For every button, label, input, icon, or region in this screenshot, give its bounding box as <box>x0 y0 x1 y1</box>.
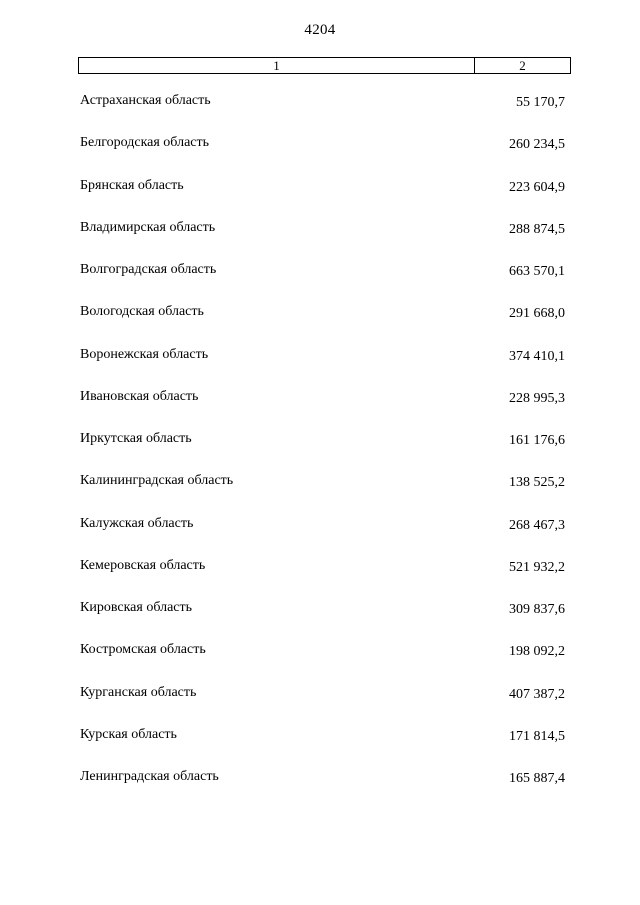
region-value: 663 570,1 <box>509 264 565 279</box>
table-row <box>0 387 640 429</box>
region-name: Кировская область <box>80 600 193 615</box>
table-row <box>0 514 640 556</box>
table-row <box>0 260 640 302</box>
table-row <box>0 471 640 513</box>
table-row <box>0 91 640 133</box>
region-value: 55 170,7 <box>516 95 565 110</box>
region-name: Астраханская область <box>80 93 211 108</box>
region-name: Курганская область <box>80 684 197 700</box>
region-value: 407 387,2 <box>509 686 565 702</box>
table-row <box>0 640 640 682</box>
table-row <box>0 302 640 344</box>
region-value: 165 887,4 <box>509 771 565 786</box>
table-body <box>0 91 640 809</box>
region-name: Владимирская область <box>80 219 216 235</box>
region-value: 161 176,6 <box>509 433 565 448</box>
region-value: 288 874,5 <box>509 221 565 237</box>
region-value: 374 410,1 <box>509 348 565 364</box>
table-row <box>0 767 640 809</box>
region-value: 198 092,2 <box>509 644 565 660</box>
region-value: 309 837,6 <box>509 602 565 617</box>
region-value: 228 995,3 <box>509 390 565 406</box>
region-value: 291 668,0 <box>509 306 565 322</box>
region-value: 260 234,5 <box>509 137 565 153</box>
region-name: Ивановская область <box>80 388 199 404</box>
table-row <box>0 725 640 767</box>
table-row <box>0 598 640 640</box>
page-number: 4204 <box>304 22 336 38</box>
region-name: Калужская область <box>80 515 194 531</box>
region-value: 171 814,5 <box>509 728 565 744</box>
table-header <box>78 57 571 74</box>
region-name: Костромская область <box>80 642 206 658</box>
region-name: Воронежская область <box>80 346 209 362</box>
region-name: Кемеровская область <box>80 557 206 573</box>
region-value: 521 932,2 <box>509 559 565 575</box>
region-name: Брянская область <box>80 177 184 193</box>
table-row <box>0 429 640 471</box>
region-name: Белгородская область <box>80 135 210 151</box>
table-row <box>0 683 640 725</box>
table-row <box>0 556 640 598</box>
table-row <box>0 133 640 175</box>
region-name: Курская область <box>80 726 177 742</box>
table-row <box>0 176 640 218</box>
region-value: 138 525,2 <box>509 475 565 491</box>
region-name: Ленинградская область <box>80 769 219 784</box>
table-row <box>0 345 640 387</box>
column-header-1: 1 <box>79 58 475 73</box>
table-row <box>0 218 640 260</box>
region-value: 268 467,3 <box>509 517 565 533</box>
region-value: 223 604,9 <box>509 179 565 195</box>
region-name: Вологодская область <box>80 304 204 320</box>
column-header-2: 2 <box>519 58 526 73</box>
region-name: Калининградская область <box>80 473 234 489</box>
region-name: Волгоградская область <box>80 262 217 277</box>
region-name: Иркутская область <box>80 431 192 446</box>
